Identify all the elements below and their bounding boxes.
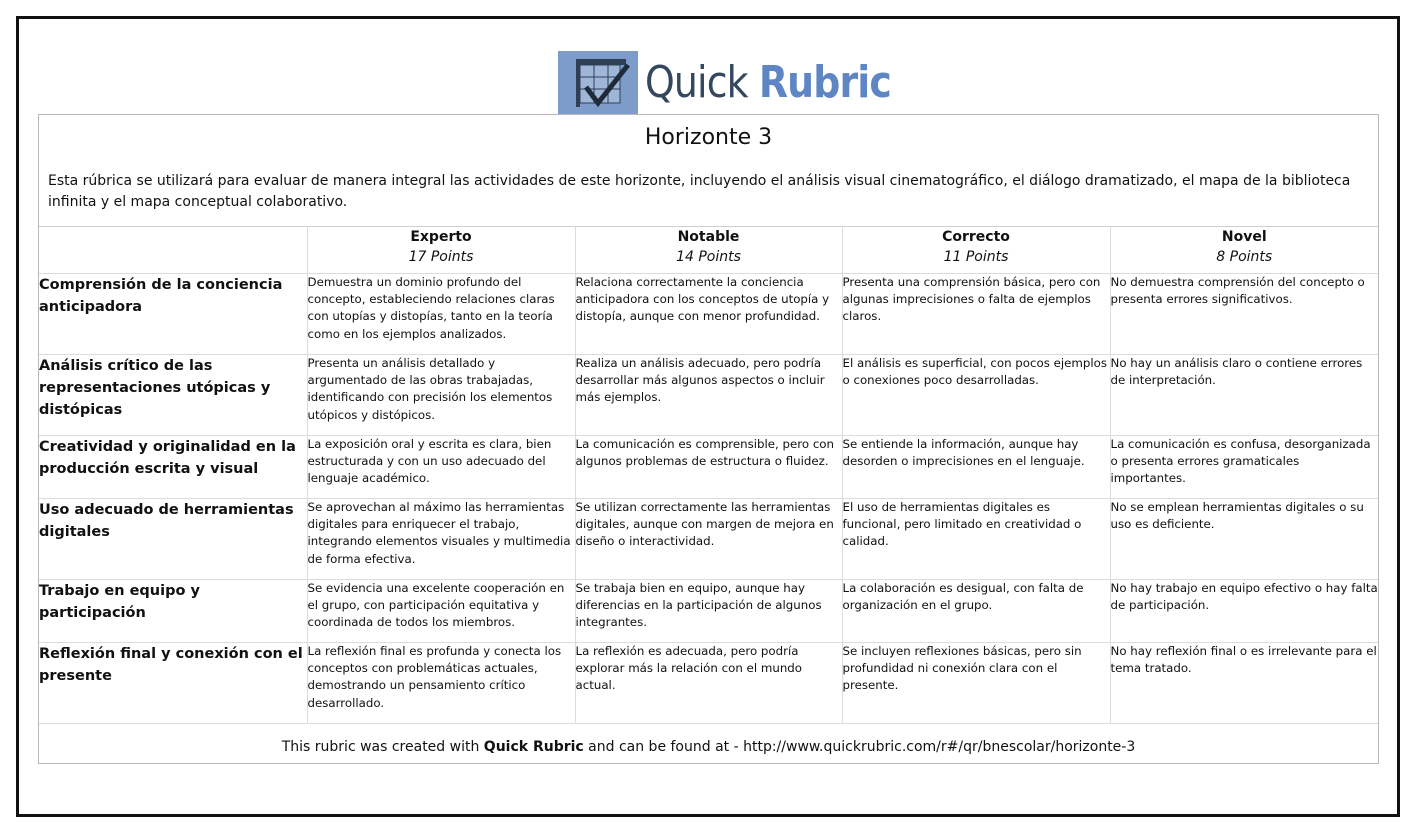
level-header (1110, 227, 1378, 274)
criterion-cell: El análisis es superficial, con pocos ejemplos o conexiones poco desarrolladas. (842, 355, 1110, 436)
criterion-cell: Se trabaja bien en equipo, aunque hay diferencias en la participación de algunos integrantes. (575, 580, 842, 643)
criterion-cell: Realiza un análisis adecuado, pero podría desarrollar más algunos aspectos o incluir más ejemplos. (575, 355, 842, 436)
logo-word-rubric: Rubric (758, 57, 891, 108)
checklist-icon (558, 51, 638, 115)
table-row (39, 436, 1378, 499)
criterion-cell: La colaboración es desigual, con falta de organización en el grupo. (842, 580, 1110, 643)
criterion-cell: Se aprovechan al máximo las herramientas digitales para enriquecer el trabajo, integrando elementos visuales y multimedia de forma efectiva. (307, 499, 575, 580)
criterion-cell: La comunicación es confusa, desorganizada o presenta errores gramaticales importantes. (1110, 436, 1378, 499)
level-header (842, 227, 1110, 274)
criterion-cell: No se emplean herramientas digitales o su uso es deficiente. (1110, 499, 1378, 580)
logo-wordmark (645, 51, 891, 115)
level-name: Correcto (942, 229, 1010, 245)
criterion-cell: El uso de herramientas digitales es funcional, pero limitado en creatividad o calidad. (842, 499, 1110, 580)
level-name: Novel (1221, 229, 1267, 245)
criterion-name: Reflexión final y conexión con el presente (39, 643, 307, 724)
rubric-description: Esta rúbrica se utilizará para evaluar de manera integral las actividades de este horizonte, incluyendo el análisis visual cinematográfico, el diálogo dramatizado, el mapa de la biblioteca infinita y el mapa conceptual colaborativo. (48, 173, 1351, 210)
criterion-cell: No hay un análisis claro o contiene errores de interpretación. (1110, 355, 1378, 436)
criterion-cell: No hay reflexión final o es irrelevante para el tema tratado. (1110, 643, 1378, 724)
table-row (39, 643, 1378, 724)
level-name: Experto (410, 229, 472, 245)
criterion-cell: Se entiende la información, aunque hay desorden o imprecisiones en el lenguaje. (842, 436, 1110, 499)
criterion-name: Comprensión de la conciencia anticipadora (39, 274, 307, 355)
table-row (39, 580, 1378, 643)
criterion-cell: No demuestra comprensión del concepto o presenta errores significativos. (1110, 274, 1378, 355)
level-points: 14 Points (676, 249, 741, 265)
rubric-title: Horizonte 3 (644, 125, 773, 150)
quick-rubric-logo (558, 51, 931, 115)
header-empty-cell (39, 227, 307, 274)
criterion-cell: No hay trabajo en equipo efectivo o hay falta de participación. (1110, 580, 1378, 643)
criterion-cell: Se utilizan correctamente las herramientas digitales, aunque con margen de mejora en diseño o interactividad. (575, 499, 842, 580)
level-name: Notable (677, 229, 740, 245)
table-header-row (39, 227, 1378, 274)
table-row (39, 274, 1378, 355)
footer-link-text: and can be found at - http://www.quickrubric.com/r#/qr/bnescolar/horizonte-3 (583, 739, 1136, 755)
rubric-table (39, 226, 1378, 724)
logo-word-quick: Quick (645, 57, 748, 108)
rubric-sheet (38, 114, 1379, 764)
level-points: 11 Points (943, 249, 1009, 265)
criterion-name: Trabajo en equipo y participación (39, 580, 307, 643)
criterion-cell: La reflexión es adecuada, pero podría explorar más la relación con el mundo actual. (575, 643, 842, 724)
level-header (575, 227, 842, 274)
criterion-cell: La exposición oral y escrita es clara, bien estructurada y con un uso adecuado del lenguaje académico. (307, 436, 575, 499)
footer-prefix: This rubric was created with (281, 739, 484, 755)
criterion-name: Análisis crítico de las representaciones utópicas y distópicas (39, 355, 307, 436)
criterion-cell: Relaciona correctamente la conciencia anticipadora con los conceptos de utopía y distopía, aunque con menor profundidad. (575, 274, 842, 355)
criterion-name: Creatividad y originalidad en la producción escrita y visual (39, 436, 307, 499)
criterion-cell: Presenta una comprensión básica, pero con algunas imprecisiones o falta de ejemplos claros. (842, 274, 1110, 355)
criterion-cell: La reflexión final es profunda y conecta los conceptos con problemáticas actuales, demostrando un pensamiento crítico desarrollado. (307, 643, 575, 724)
criterion-cell: Demuestra un dominio profundo del concepto, estableciendo relaciones claras con utopías y distopías, tanto en la teoría como en los ejemplos analizados. (307, 274, 575, 355)
criterion-name: Uso adecuado de herramientas digitales (39, 499, 307, 580)
criterion-cell: La comunicación es comprensible, pero con algunos problemas de estructura o fluidez. (575, 436, 842, 499)
criterion-cell: Se incluyen reflexiones básicas, pero sin profundidad ni conexión clara con el presente. (842, 643, 1110, 724)
table-row (39, 499, 1378, 580)
level-points: 17 Points (408, 249, 474, 265)
rubric-footer (39, 737, 1378, 757)
table-row (39, 355, 1378, 436)
level-points: 8 Points (1216, 249, 1273, 265)
criterion-cell: Se evidencia una excelente cooperación en el grupo, con participación equitativa y coordinada de todos los miembros. (307, 580, 575, 643)
footer-brand: Quick Rubric (483, 739, 584, 755)
level-header (307, 227, 575, 274)
criterion-cell: Presenta un análisis detallado y argumentado de las obras trabajadas, identificando con precisión los elementos utópicos y distópicos. (307, 355, 575, 436)
